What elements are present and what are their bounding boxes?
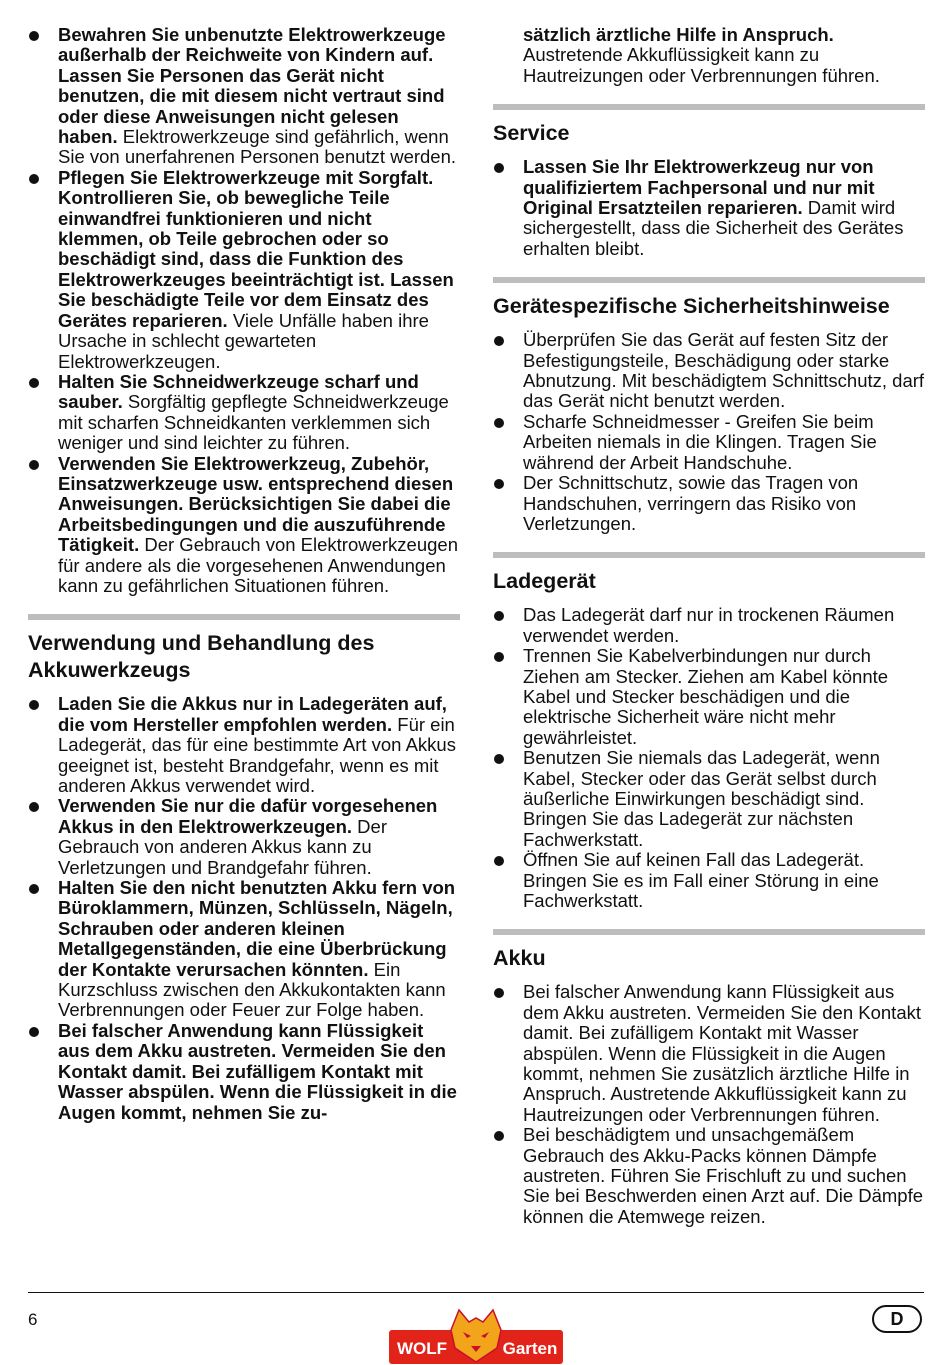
list-item: Das Ladegerät darf nur in trockenen Räumen verwendet werden.	[493, 605, 925, 646]
section-akkuwerkzeug	[28, 614, 460, 1123]
section-geraetespezifisch	[493, 277, 925, 534]
section-divider	[493, 929, 925, 935]
right-column	[493, 25, 925, 1227]
list-item: Öffnen Sie auf keinen Fall das Ladegerät. Bringen Sie es im Fall einer Störung in eine Fachwerkstatt.	[493, 850, 925, 911]
akkuwerkzeug-list	[28, 694, 460, 1123]
logo-text-wolf: WOLF	[396, 1339, 448, 1358]
section-divider	[493, 552, 925, 558]
section-heading: Gerätespezifische Sicherheitshinweise	[493, 294, 890, 319]
list-item: Überprüfen Sie das Gerät auf festen Sitz der Befestigungsteile, Beschädigung oder starke Abnutzung. Mit beschädigtem Schnittschutz, darf das Gerät nicht benutzt werden.	[493, 330, 925, 412]
section-heading: Service	[493, 121, 570, 146]
service-list	[493, 157, 925, 259]
section-heading: Verwendung und Behandlung des Akkuwerkzeugs	[28, 631, 375, 683]
list-item: Bei falscher Anwendung kann Flüssigkeit aus dem Akku austreten. Vermeiden Sie den Kontakt damit. Bei zufälligem Kontakt mit Wasser abspülen. Wenn die Flüssigkeit in die Augen kommt, nehmen Sie zusätzlich ärztliche Hilfe in Anspruch. Austretende Akkuflüssigkeit kann zu Hautreizungen oder Verbrennungen führen.	[493, 982, 925, 1125]
list-item: Verwenden Sie Elektrowerkzeug, Zubehör, Einsatzwerkzeuge usw. entsprechend diesen Anweisungen. Berücksichtigen Sie dabei die Arbeitsbedingungen und die auszuführende Tätigkeit. Der Gebrauch von Elektrowerkzeugen für andere als die vorgesehenen Anwendungen kann zu gefährlichen Situationen führen.	[28, 454, 460, 597]
section-heading: Akku	[493, 946, 546, 971]
akku-list	[493, 982, 925, 1227]
left-column	[28, 25, 460, 1123]
list-item: Bei beschädigtem und unsachgemäßem Gebrauch des Akku-Packs können Dämpfe austreten. Führen Sie Frischluft zu und suchen Sie bei Beschwerden einen Arzt auf. Die Dämpfe können die Atemwege reizen.	[493, 1125, 925, 1227]
list-item: Laden Sie die Akkus nur in Ladegeräten auf, die vom Hersteller empfohlen werden. Für ein Ladegerät, das für eine bestimmte Art von Akkus geeignet ist, besteht Brandgefahr, wenn es mit anderen Akkus verwendet wird.	[28, 694, 460, 796]
list-item: Pflegen Sie Elektrowerkzeuge mit Sorgfalt. Kontrollieren Sie, ob bewegliche Teile einwandfrei funktionieren und nicht klemmen, ob Teile gebrochen oder so beschädigt sind, dass die Funktion des Elektrowerkzeuges beeinträchtigt ist. Lassen Sie beschädigte Teile vor dem Einsatz des Gerätes reparieren. Viele Unfälle haben ihre Ursache in schlecht gewarteten Elektrowerkzeugen.	[28, 168, 460, 372]
wolf-garten-logo	[389, 1308, 563, 1364]
list-item: Halten Sie den nicht benutzten Akku fern von Büroklammern, Münzen, Schlüsseln, Nägeln, Schrauben oder anderen kleinen Metallgegenständen, die eine Überbrückung der Kontakte verursachen könnten. Ein Kurzschluss zwischen den Akkukontakten kann Verbrennungen oder Feuer zur Folge haben.	[28, 878, 460, 1021]
section-akku	[493, 929, 925, 1227]
section-ladegeraet	[493, 552, 925, 911]
section-divider	[493, 277, 925, 283]
list-item: Bei falscher Anwendung kann Flüssigkeit aus dem Akku austreten. Vermeiden Sie den Kontakt damit. Bei zufälligem Kontakt mit Wasser abspülen. Wenn die Flüssigkeit in die Augen kommt, nehmen Sie zu-	[28, 1021, 460, 1123]
section-heading: Ladegerät	[493, 569, 596, 594]
language-badge: D	[872, 1305, 922, 1333]
list-item: Lassen Sie Ihr Elektrowerkzeug nur von qualifiziertem Fachpersonal und nur mit Original Ersatzteilen reparieren. Damit wird sichergestellt, dass die Sicherheit des Gerätes erhalten bleibt.	[493, 157, 925, 259]
list-item: Der Schnittschutz, sowie das Tragen von Handschuhen, verringern das Risiko von Verletzungen.	[493, 473, 925, 534]
section-divider	[493, 104, 925, 110]
list-item: Scharfe Schneidmesser - Greifen Sie beim Arbeiten niemals in die Klingen. Tragen Sie während der Arbeit Handschuhe.	[493, 412, 925, 473]
list-item: Trennen Sie Kabelverbindungen nur durch Ziehen am Stecker. Ziehen am Kabel könnte Kabel und Stecker beschädigen und die elektrische Sicherheit wäre nicht mehr gewährleistet.	[493, 646, 925, 748]
footer-rule	[28, 1292, 924, 1293]
list-item: Benutzen Sie niemals das Ladegerät, wenn Kabel, Stecker oder das Gerät selbst durch äußerliche Einwirkungen beschädigt sind. Bringen Sie das Ladegerät zur nächsten Fachwerkstatt.	[493, 748, 925, 850]
section-service	[493, 104, 925, 259]
intro-list	[28, 25, 460, 596]
logo-text-garten: Garten	[502, 1339, 558, 1358]
list-item: Bewahren Sie unbenutzte Elektrowerkzeuge außerhalb der Reichweite von Kindern auf. Lassen Sie Personen das Gerät nicht benutzen, die mit diesem nicht vertraut sind oder diese Anweisungen nicht gelesen haben. Elektrowerkzeuge sind gefährlich, wenn Sie von unerfahrenen Personen benutzt werden.	[28, 25, 460, 168]
geraete-list	[493, 330, 925, 534]
page-number: 6	[28, 1310, 38, 1329]
continued-paragraph: sätzlich ärztliche Hilfe in Anspruch. Austretende Akkuflüssigkeit kann zu Hautreizungen oder Verbrennungen führen.	[523, 24, 880, 86]
list-item: Verwenden Sie nur die dafür vorgesehenen Akkus in den Elektrowerkzeugen. Der Gebrauch von anderen Akkus kann zu Verletzungen und Brandgefahr führen.	[28, 796, 460, 878]
list-item: Halten Sie Schneidwerkzeuge scharf und sauber. Sorgfältig gepflegte Schneidwerkzeuge mit scharfen Schneidkanten verklemmen sich weniger und sind leichter zu führen.	[28, 372, 460, 454]
section-divider	[28, 614, 460, 620]
ladegeraet-list	[493, 605, 925, 911]
